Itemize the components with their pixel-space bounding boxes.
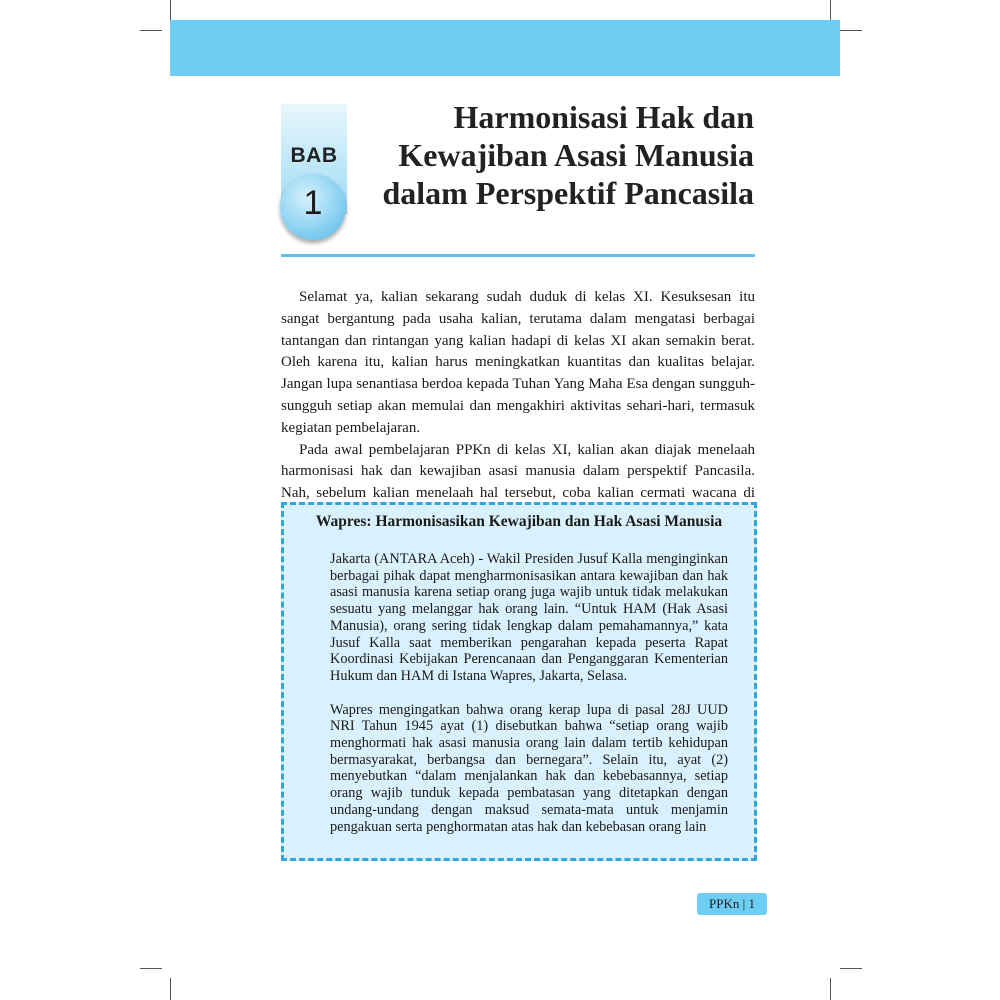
crop-mark <box>140 30 162 31</box>
intro-text <box>281 287 755 527</box>
intro-paragraph: Selamat ya, kalian sekarang sudah duduk di kelas XI. Kesuksesan itu sangat bergantung pada usaha kalian, terutama dalam mengatasi berbagai tantangan dan rintangan yang kalian hadapi di kelas XI akan semakin berat. Oleh karena itu, kalian harus meningkatkan kuantitas dan kualitas belajar. Jangan lupa senantiasa berdoa kepada Tuhan Yang Maha Esa dengan sungguh-sungguh setiap akan memulai dan mengakhiri aktivitas sehari-hari, termasuk kegiatan pembelajaran. <box>281 289 755 436</box>
crop-mark <box>140 968 162 969</box>
crop-mark <box>840 968 862 969</box>
chapter-title-line: Harmonisasi Hak dan <box>453 99 754 135</box>
header-band <box>170 20 840 76</box>
crop-mark <box>840 30 862 31</box>
crop-mark <box>830 978 831 1000</box>
intro-paragraph: Pada awal pembelajaran PPKn di kelas XI, kalian akan diajak menelaah harmonisasi hak dan kewajiban asasi manusia dalam perspektif Pancasila. Nah, sebelum kalian menelaah hal tersebut, coba kalian cermati wacana di <box>281 441 755 502</box>
reading-box-text <box>330 551 728 856</box>
chapter-title <box>334 98 754 212</box>
crop-mark <box>170 0 171 22</box>
reading-box-title: Wapres: Harmonisasikan Kewajiban dan Hak Asasi Manusia <box>315 513 723 530</box>
chapter-title-line: dalam Perspektif Pancasila <box>382 175 754 211</box>
reading-box <box>281 502 757 861</box>
chapter-label: BAB <box>290 144 338 167</box>
chapter-number: 1 <box>303 184 323 222</box>
chapter-title-line: Kewajiban Asasi Manusia <box>398 137 754 173</box>
reading-paragraph: Wapres mengingatkan bahwa orang kerap lupa di pasal 28J UUD NRI Tahun 1945 ayat (1) disebutkan bahwa “setiap orang wajib menghormati hak asasi manusia orang lain dalam tertib kehidupan bermasyarakat, berbangsa dan bernegara”. Selain itu, ayat (2) menyebutkan “dalam menjalankan hak dan kebebasannya, setiap orang wajib tunduk kepada pembatasan yang ditetapkan dengan undang-undang dengan maksud semata-mata untuk menjamin pengakuan serta penghormatan atas hak dan kebebasan orang lain <box>330 701 728 835</box>
crop-mark <box>170 978 171 1000</box>
crop-mark <box>830 0 831 22</box>
reading-paragraph: Jakarta (ANTARA Aceh) - Wakil Presiden Jusuf Kalla menginginkan berbagai pihak dapat mengharmonisasikan antara kewajiban dan hak asasi manusia karena setiap orang juga wajib untuk tidak melakukan sesuatu yang melanggar hak orang lain. “Untuk HAM (Hak Asasi Manusia), orang sering tidak lengkap dalam pemahamannya,” kata Jusuf Kalla saat memberikan pengarahan kepada peserta Rapat Koordinasi Kebijakan Perencanaan dan Penganggaran Kementerian Hukum dan HAM di Istana Wapres, Jakarta, Selasa. <box>330 551 728 684</box>
title-divider <box>281 254 755 257</box>
page-number: PPKn | 1 <box>697 893 767 915</box>
